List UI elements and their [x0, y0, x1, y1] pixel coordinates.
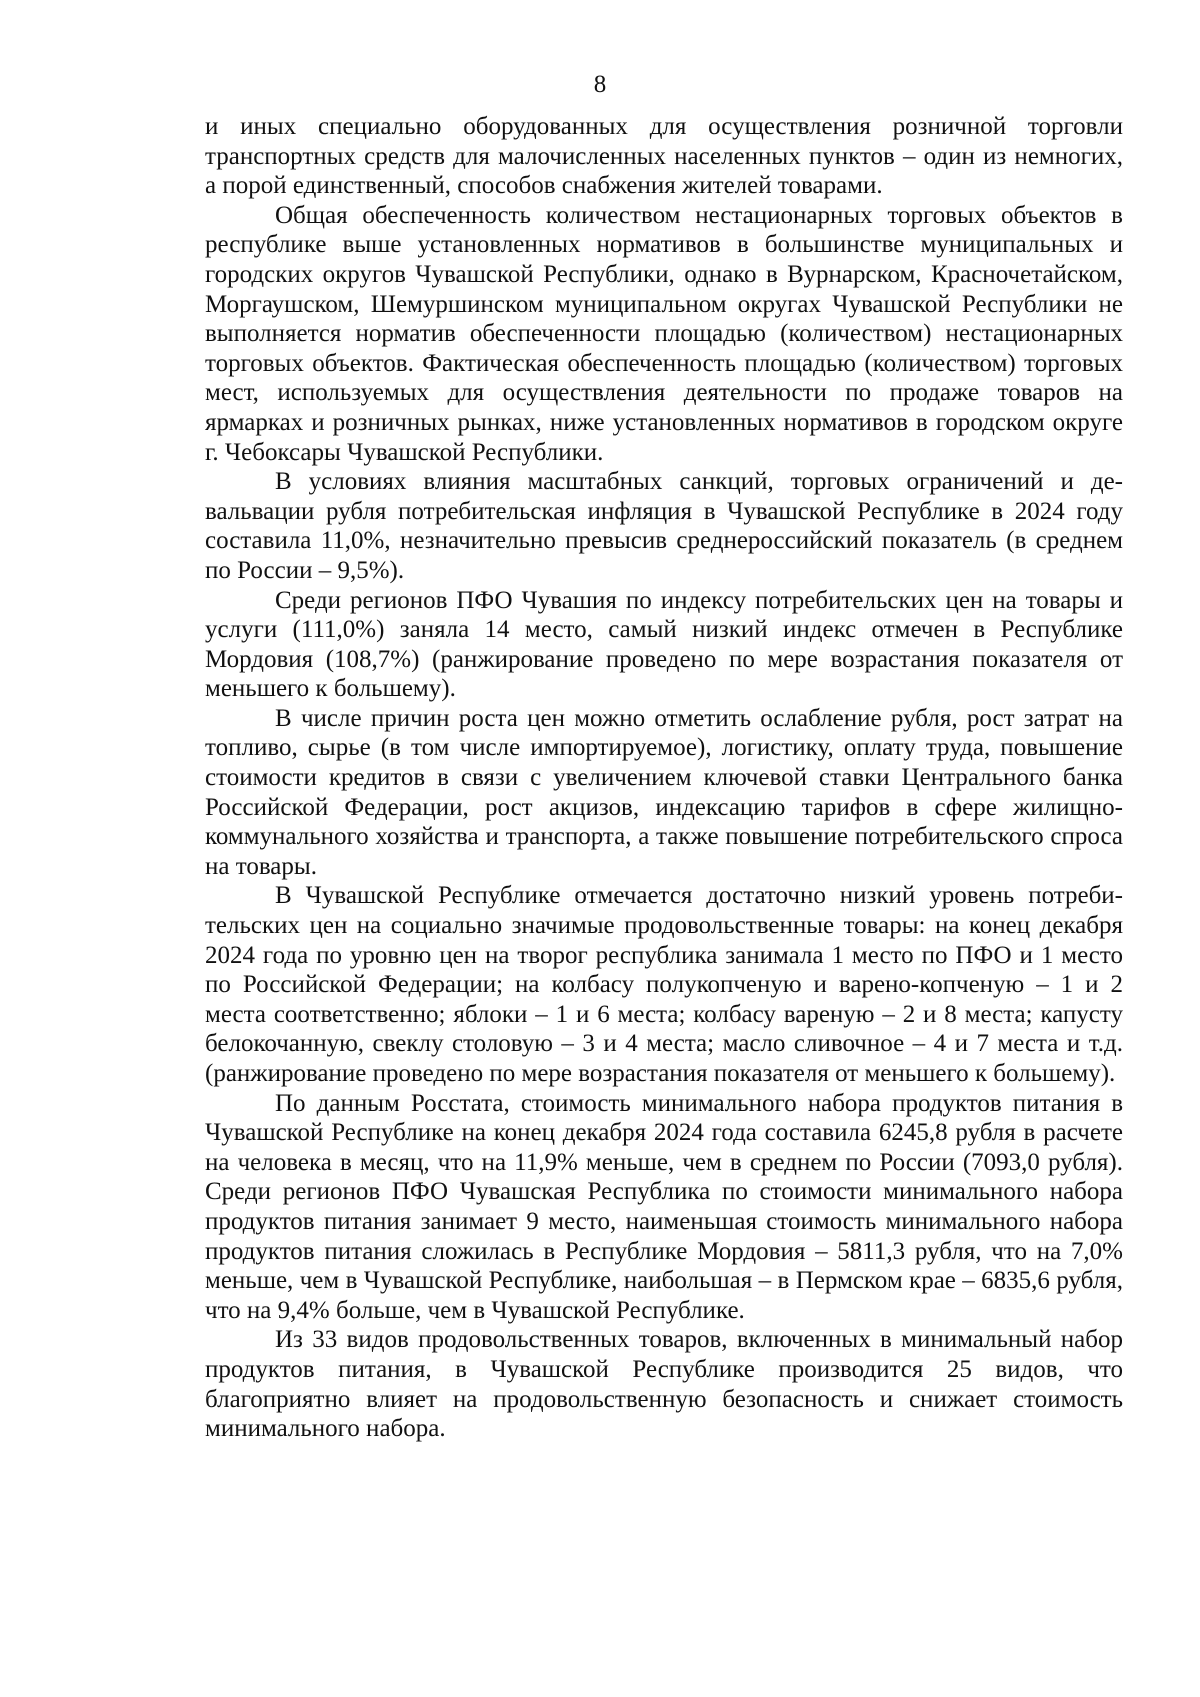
paragraph-price-index-ranking: Среди регионов ПФО Чувашия по индексу потребительских цен на товары и услуги (111,0%) заняла 14 место, самый низкий индекс отмечен в Республике Мордовия (108,7%) (ранжирование проведено по мере возрастания показателя от меньшего к большему).: [205, 586, 1123, 703]
paragraph-trade-objects: Общая обеспеченность количеством нестационарных торговых объектов в республике выше установленных нормативов в большинстве муниципальных и городских округов Чувашской Республики, однако в Вурнарском, Красночетайском, Моргаушском, Шемуршинском муниципальном округах Чувашской Республики не выполняется норматив обеспеченности площадью (количеством) нестационарных торговых объектов. Фактическая обеспеченность площадью (количеством) торговых мест, используемых для осуществления деятельности по продаже товаров на ярмарках и розничных рынках, ниже установленных нормативов в городском округе г. Чебоксары Чувашской Республики.: [205, 201, 1123, 466]
paragraph-local-production: Из 33 видов продовольственных товаров, включенных в минимальный набор продуктов питания, в Чувашской Республике производится 25 видов, что благоприятно влияет на продовольственную безопасность и снижает стоимость минимального набора.: [205, 1326, 1123, 1443]
paragraph-minimal-food-basket: По данным Росстата, стоимость минимального набора продуктов питания в Чувашской Республике на конец декабря 2024 года составила 6245,8 рубля в расчете на человека в месяц, что на 11,9% меньше, чем в среднем по России (7093,0 рубля). Среди регионов ПФО Чувашская Республика по стоимости минимального набора продуктов питания занимает 9 место, наименьшая стоимость минимального набора продуктов питания сложилась в Республике Мордовия – 5811,3 рубля, что на 7,0% меньше, чем в Чувашской Республике, наибольшая – в Пермском крае – 6835,6 рубля, что на 9,4% больше, чем в Чувашской Республике.: [205, 1089, 1123, 1324]
page-number: 8: [593, 71, 607, 98]
paragraph-price-growth-reasons: В числе причин роста цен можно отметить ослабление рубля, рост затрат на топливо, сырье (в том числе импортируемое), логистику, оплату труда, повышение стоимости кредитов в связи с увеличением ключевой ставки Центрального банка Российской Федерации, рост акцизов, индексацию тарифов в сфере жилищно-коммунального хозяйства и транспорта, а также повышение потребительского спроса на товары.: [205, 704, 1123, 880]
document-body: [205, 112, 1123, 1444]
paragraph-continuation: и иных специально оборудованных для осуществления розничной торговли транспортных средств для малочисленных населенных пунктов – один из немногих, а порой единственный, способов снабжения жителей товарами.: [205, 113, 1123, 200]
paragraph-food-prices: В Чувашской Республике отмечается достаточно низкий уровень потребительских цен на социально значимые продовольственные товары: на конец декабря 2024 года по уровню цен на творог республика занимала 1 место по ПФО и 1 место по Российской Федерации; на колбасу полукопченую и варено-копченую – 1 и 2 места соответственно; яблоки – 1 и 6 места; колбасу вареную – 2 и 8 места; капусту белокочанную, свеклу столовую – 3 и 4 места; масло сливочное – 4 и 7 места и т.д. (ранжирование проведено по мере возрастания показателя от меньшего к большему).: [205, 882, 1123, 1087]
paragraph-inflation: В условиях влияния масштабных санкций, торговых ограничений и девальвации рубля потребительская инфляция в Чувашской Республике в 2024 году составила 11,0%, незначительно превысив среднероссийский показатель (в среднем по России – 9,5%).: [205, 468, 1123, 584]
